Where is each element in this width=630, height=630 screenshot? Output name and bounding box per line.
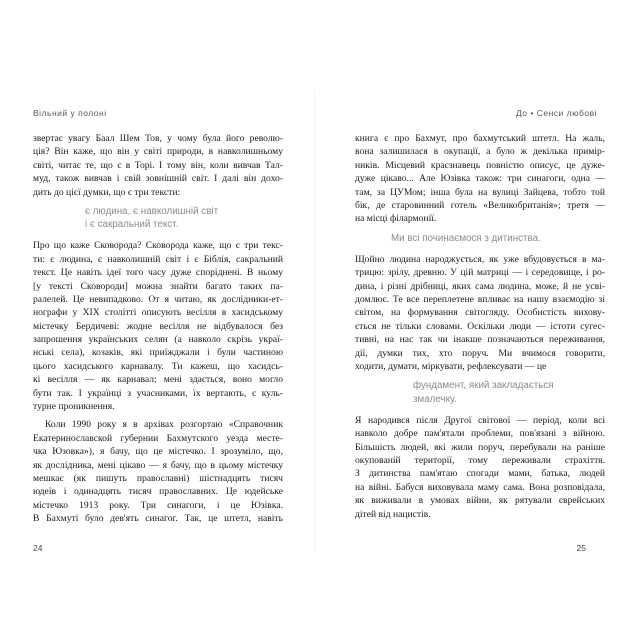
text-line: [у тексті Сковороди] можна знайти багато таких па- — [33, 280, 283, 292]
text-line: на місці філармонії. — [355, 213, 437, 225]
text-line: трицю: зрілу, древню. У цій матриці — і середовище, і ро- — [355, 267, 605, 279]
right-text-block — [355, 132, 605, 521]
text-line: турне проникнення. — [33, 401, 115, 413]
text-line: бік, де старовинний готель «Великобританія»; третя — — [355, 199, 605, 211]
quote-line: Ми всі починаємося з дитинства. — [391, 232, 541, 244]
page-number-left: 24 — [33, 543, 43, 553]
left-paragraph-1 — [33, 132, 283, 199]
text-line: ників. Місцевий краєзнавець повністю описує, це дуже- — [355, 159, 605, 171]
running-head-left: Вільний у полоні — [33, 108, 107, 118]
text-line: Більшість людей, які жили поруч, перебували на раніше — [355, 441, 605, 453]
text-line: текст. Це навіть ідеї того часу дуже споріднені. В ньому — [33, 267, 283, 279]
page-number-right: 25 — [576, 543, 586, 553]
text-line: нські села), козаків, які приїжджали і були частиною — [33, 347, 283, 359]
text-line: домлює. Те все переплетене впливає на нашу взаємодію зі — [355, 294, 605, 306]
text-line: муд, також вивчав і свій зовнішній світ. І далі він дохо- — [33, 173, 283, 185]
right-paragraph-2 — [355, 253, 605, 374]
text-line: ється не тільки словами. Оскільки люди — істоти сугес- — [355, 320, 605, 332]
text-line: мешкає (як пишуть православні) шістнадцять тисяч — [33, 472, 283, 484]
text-line: ція? Він каже, що він у світі природи, в навколишньому — [33, 146, 283, 158]
quote-line: і є сакральний текст. — [85, 219, 179, 231]
text-line: як дослідника, мені цікаво — я бачу, що в цьому містечку — [33, 459, 283, 471]
text-line: нографи у XIX столітті описують весілля в хасидському — [33, 307, 283, 319]
left-pull-quote — [33, 205, 283, 231]
text-line: світі, читає те, що є в Торі. І тому він, коли вивчав Тал- — [33, 159, 283, 171]
text-line: звертає увагу Баал Шем Тов, у чому була його револю- — [33, 133, 283, 144]
text-line: книга є про Бахмут, про бахмутський штетл. На жаль, — [355, 133, 605, 144]
text-line: запрошення українських селян (а навколо скрізь украї- — [33, 334, 283, 346]
running-head-right: До • Сенси любові — [515, 108, 597, 118]
text-line: бути так. І українці з учасниками, їх вертають, є куль- — [33, 387, 283, 399]
text-line: З дитинства пам'ятаю спогади мами, батька, людей — [355, 468, 605, 480]
text-line: чка Юзовка»), я бачу, що це містечко. І зрозуміло, що, — [33, 446, 283, 458]
right-pull-quote-2 — [355, 379, 605, 405]
quote-line: змалечку. — [413, 393, 457, 405]
text-line: ралелей. Це невипадково. От я читаю, як дослідники-ет- — [33, 293, 283, 305]
text-line: дії, думки тих, хто поруч. Ми вчимося говорити, — [355, 347, 605, 359]
text-line: навколо добре пам'ятали проблеми, пов'язані з війною. — [355, 428, 605, 440]
text-line: дуже цікаво... Але Юзівка також: три синагоги, одна — — [355, 173, 605, 185]
text-line: тивні, на нас так чи інакше позначаються переживання, — [355, 334, 605, 346]
text-line: Коли 1990 року я в архівах розгортаю «Справочник — [45, 419, 283, 431]
right-pull-quote-1 — [355, 232, 605, 245]
text-line: вона залишилася в окупації, а було ж декілька примір- — [355, 146, 605, 158]
left-paragraph-3 — [33, 418, 283, 525]
text-line: дина, і різні дрібниці, яких сама людина, може, й не усві- — [355, 280, 605, 292]
text-line: кі весілля — як карнавал; мені здається, воно могло — [33, 374, 283, 386]
text-line: Екатеринославской губернии Бахмутского уезда месте- — [33, 432, 283, 444]
text-line: юдеїв і одинадцять тисяч православних. Це юдейське — [33, 486, 283, 498]
text-line: В Бахмуті було дев'ять синагог. Так, це штетл, навіть — [33, 513, 283, 525]
text-line: Про що каже Сковорода? Сковорода каже, що є три текс- — [33, 240, 283, 252]
text-line: дітей від нацистів. — [355, 508, 431, 520]
text-line: Щойно людина народжується, як уже вбудовується в ма- — [355, 253, 605, 265]
text-line: містечку Бердичеві: жодне весілля не відбувалося без — [33, 320, 283, 332]
right-paragraph-1 — [355, 132, 605, 226]
text-line: ти: є людина, є навколишній світ і є Біблія, сакральний — [33, 253, 283, 265]
quote-line: фундамент, який закладається — [413, 380, 554, 392]
text-line: світом, на формування світогляду. Особистість вихову- — [355, 307, 605, 319]
text-line: цього хасидського карнавалу. Ти кажеш, що хасидсь- — [33, 360, 283, 372]
quote-line: є людина, є навколишній світ — [85, 205, 219, 217]
text-line: Я народився після Другої світової — період, коли всі — [355, 414, 605, 426]
text-line: на війні. Бабуся виховувала маму сама. Вона розповідала, — [355, 481, 605, 493]
text-line: там, за ЦУМом; інша була на вулиці Зайцева, тобто той — [355, 186, 605, 198]
right-page — [315, 0, 630, 630]
left-text-block — [33, 132, 283, 526]
left-paragraph-2 — [33, 239, 283, 413]
text-line: ходити, думати, міркувати, рефлексувати — це — [355, 361, 547, 373]
text-line: як виживали в умовах війни, як рятували єврейських — [355, 495, 605, 507]
text-line: дить до цієї думки, що є три тексти: — [33, 186, 181, 198]
text-line: окупованій території, тому переживали страхіття. — [355, 454, 605, 466]
right-paragraph-3 — [355, 414, 605, 521]
text-line: містечко 1913 року. Три синагоги, і це Юзівка. — [33, 499, 283, 511]
